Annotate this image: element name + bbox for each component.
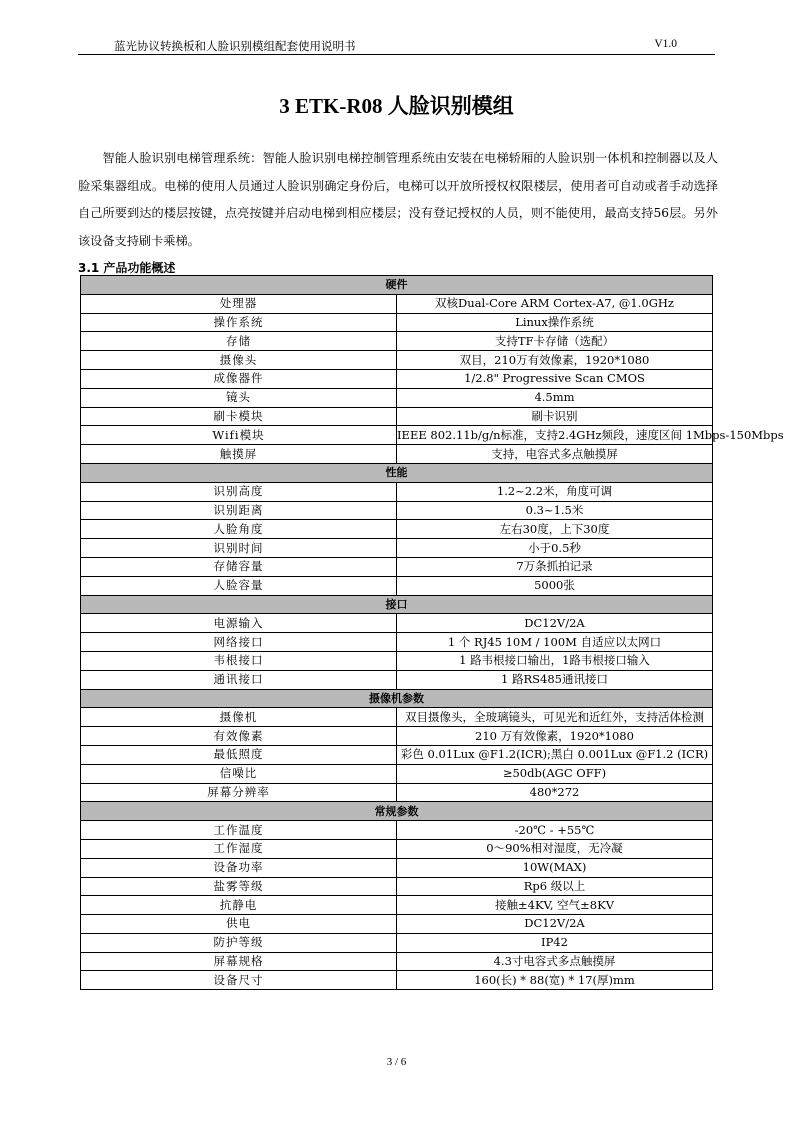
document-title: 3 ETK-R08 人脸识别模组 <box>279 94 514 118</box>
spec-label: 电源输入 <box>81 614 397 633</box>
intro-paragraph: 智能人脸识别电梯管理系统：智能人脸识别电梯控制管理系统由安装在电梯轿厢的人脸识别一体机和控制器以及人脸采集器组成。电梯的使用人员通过人脸识别确定身份后，电梯可以开放所授权权限楼层，使用者可自动或者手动选择自己所要到达的楼层按键，点亮按键并启动电梯到相应楼层；没有登记授权的人员，则不能使用，最高支持56层。另外该设备支持刷卡乘梯。 <box>78 151 718 248</box>
spec-label: 有效像素 <box>81 727 397 746</box>
group-header: 硬件 <box>81 276 713 295</box>
table-row <box>81 971 713 990</box>
spec-value: 双核Dual-Core ARM Cortex-A7, @1.0GHz <box>397 294 713 313</box>
spec-label: 韦根接口 <box>81 651 397 670</box>
spec-label: 抗静电 <box>81 896 397 915</box>
table-row <box>81 388 713 407</box>
table-row <box>81 896 713 915</box>
table-row <box>81 351 713 370</box>
spec-label: 刷卡模块 <box>81 407 397 426</box>
spec-value: 0～90%相对湿度，无冷凝 <box>397 839 713 858</box>
spec-label: 存储 <box>81 332 397 351</box>
page-number: 3 / 6 <box>386 1056 407 1068</box>
spec-label: 人脸角度 <box>81 520 397 539</box>
table-row <box>81 539 713 558</box>
spec-value: 7万条抓拍记录 <box>397 557 713 576</box>
group-header: 性能 <box>81 463 713 482</box>
spec-value: 支持，电容式多点触摸屏 <box>397 445 713 464</box>
group-header-row <box>81 802 713 821</box>
spec-value: 4.3寸电容式多点触摸屏 <box>397 952 713 971</box>
group-header: 常规参数 <box>81 802 713 821</box>
spec-value: 1/2.8" Progressive Scan CMOS <box>397 369 713 388</box>
spec-value: 4.5mm <box>397 388 713 407</box>
table-row <box>81 332 713 351</box>
table-row <box>81 745 713 764</box>
spec-label: 网络接口 <box>81 633 397 652</box>
spec-label: 最低照度 <box>81 745 397 764</box>
spec-value: 210 万有效像素，1920*1080 <box>397 727 713 746</box>
spec-value: Linux操作系统 <box>397 313 713 332</box>
spec-label: 供电 <box>81 915 397 934</box>
spec-label: 设备功率 <box>81 858 397 877</box>
table-row <box>81 407 713 426</box>
table-row <box>81 764 713 783</box>
table-row <box>81 877 713 896</box>
table-row <box>81 933 713 952</box>
table-row <box>81 670 713 689</box>
section-heading: 3.1 产品功能概述 <box>78 261 176 275</box>
spec-value: 1 路RS485通讯接口 <box>397 670 713 689</box>
spec-value: 1 路韦根接口输出，1路韦根接口输入 <box>397 651 713 670</box>
page-header <box>78 36 715 55</box>
spec-label: 触摸屏 <box>81 445 397 464</box>
spec-label: 屏幕规格 <box>81 952 397 971</box>
spec-label: 屏幕分辨率 <box>81 783 397 802</box>
table-row <box>81 651 713 670</box>
group-header: 摄像机参数 <box>81 689 713 708</box>
spec-label: 摄像机 <box>81 708 397 727</box>
spec-label: 工作湿度 <box>81 839 397 858</box>
table-row <box>81 557 713 576</box>
group-header-row <box>81 595 713 614</box>
spec-value: 160(长) * 88(宽) * 17(厚)mm <box>397 971 713 990</box>
table-row <box>81 313 713 332</box>
spec-value: 双目摄像头，全玻璃镜头，可见光和近红外，支持活体检测 <box>397 708 713 727</box>
spec-value: -20℃ - +55℃ <box>397 821 713 840</box>
table-row <box>81 858 713 877</box>
table-row <box>81 708 713 727</box>
spec-label: 成像器件 <box>81 369 397 388</box>
spec-label: 处理器 <box>81 294 397 313</box>
spec-label: 人脸容量 <box>81 576 397 595</box>
spec-label: 镜头 <box>81 388 397 407</box>
table-row <box>81 915 713 934</box>
spec-label: Wifi模块 <box>81 426 397 445</box>
group-header: 接口 <box>81 595 713 614</box>
spec-value: 左右30度，上下30度 <box>397 520 713 539</box>
spec-value: 1.2~2.2米，角度可调 <box>397 482 713 501</box>
table-row <box>81 633 713 652</box>
spec-value: DC12V/2A <box>397 614 713 633</box>
spec-value: ≥50db(AGC OFF) <box>397 764 713 783</box>
header-version: V1.0 <box>654 38 677 50</box>
spec-value: IP42 <box>397 933 713 952</box>
spec-label: 通讯接口 <box>81 670 397 689</box>
spec-value: 1 个 RJ45 10M / 100M 自适应以太网口 <box>397 633 713 652</box>
spec-label: 识别距离 <box>81 501 397 520</box>
spec-table <box>80 275 784 990</box>
table-row <box>81 839 713 858</box>
group-header-row <box>81 689 713 708</box>
spec-value: 5000张 <box>397 576 713 595</box>
spec-label: 摄像头 <box>81 351 397 370</box>
spec-label: 防护等级 <box>81 933 397 952</box>
spec-value: Rp6 级以上 <box>397 877 713 896</box>
table-row <box>81 445 713 464</box>
table-row <box>81 482 713 501</box>
spec-label: 工作温度 <box>81 821 397 840</box>
spec-label: 识别高度 <box>81 482 397 501</box>
spec-value: IEEE 802.11b/g/n标准，支持2.4GHz频段，速度区间 1Mbps-150Mbps <box>397 426 713 445</box>
table-row <box>81 426 713 445</box>
table-row <box>81 952 713 971</box>
group-header-row <box>81 276 713 295</box>
spec-value: 0.3~1.5米 <box>397 501 713 520</box>
table-row <box>81 821 713 840</box>
spec-value: 刷卡识别 <box>397 407 713 426</box>
spec-value: 480*272 <box>397 783 713 802</box>
table-row <box>81 501 713 520</box>
spec-label: 识别时间 <box>81 539 397 558</box>
table-row <box>81 520 713 539</box>
table-row <box>81 369 713 388</box>
table-row <box>81 614 713 633</box>
header-title: 蓝光协议转换板和人脸识别模组配套使用说明书 <box>114 39 356 53</box>
spec-value: DC12V/2A <box>397 915 713 934</box>
spec-value: 彩色 0.01Lux @F1.2(ICR);黑白 0.001Lux @F1.2 (ICR) <box>397 745 713 764</box>
spec-label: 设备尺寸 <box>81 971 397 990</box>
spec-label: 信噪比 <box>81 764 397 783</box>
spec-value: 支持TF卡存储（选配） <box>397 332 713 351</box>
table-row <box>81 576 713 595</box>
spec-label: 存储容量 <box>81 557 397 576</box>
table-row <box>81 294 713 313</box>
table-row <box>81 727 713 746</box>
spec-label: 盐雾等级 <box>81 877 397 896</box>
spec-value: 10W(MAX) <box>397 858 713 877</box>
group-header-row <box>81 463 713 482</box>
spec-value: 接触±4KV, 空气±8KV <box>397 896 713 915</box>
table-row <box>81 783 713 802</box>
spec-value: 小于0.5秒 <box>397 539 713 558</box>
spec-label: 操作系统 <box>81 313 397 332</box>
spec-value: 双目，210万有效像素，1920*1080 <box>397 351 713 370</box>
